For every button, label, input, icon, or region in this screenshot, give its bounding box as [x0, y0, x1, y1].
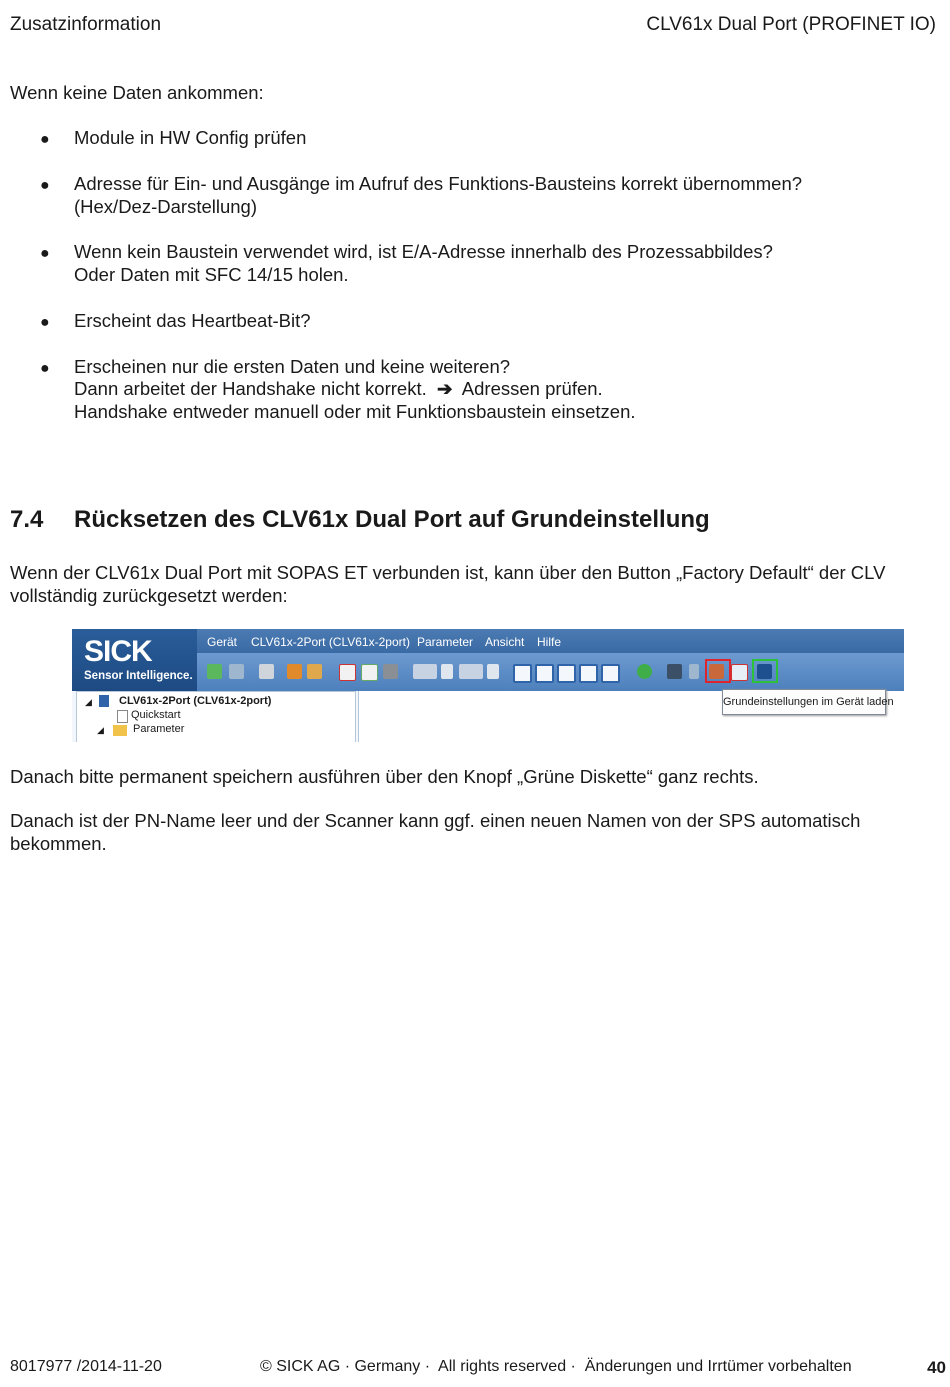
load-icon[interactable]: [731, 664, 748, 681]
forward-arrow-icon[interactable]: [229, 664, 244, 679]
redo-icon[interactable]: [459, 664, 483, 679]
bullet-dot: ●: [40, 360, 50, 377]
back-arrow-icon[interactable]: [207, 664, 222, 679]
tree-item-parameter[interactable]: Parameter: [133, 723, 185, 735]
toolbar: [197, 653, 904, 691]
bullet-4-line-1: Erscheint das Heartbeat-Bit?: [74, 310, 311, 331]
header-section-title: Zusatzinformation: [10, 14, 162, 35]
bullet-3-line-1: Wenn kein Baustein verwendet wird, ist E/A-Adresse innerhalb des Prozessabbildes?: [74, 241, 773, 262]
menu-item-parameter[interactable]: Parameter: [417, 635, 474, 649]
section-paragraph-1-line-1: Wenn der CLV61x Dual Port mit SOPAS ET verbunden ist, kann über den Button „Factory Default“ der CLV: [10, 562, 886, 583]
menu-bar: [197, 629, 904, 653]
sick-logo-subtitle: Sensor Intelligence.: [84, 670, 193, 682]
bullet-dot: ●: [40, 245, 50, 262]
print-icon[interactable]: [259, 664, 274, 679]
intro-text: Wenn keine Daten ankommen:: [10, 82, 264, 103]
section-paragraph-3-line-1: Danach ist der PN-Name leer und der Scanner kann ggf. einen neuen Namen von der SPS automatisch: [10, 810, 861, 831]
layout-2-icon[interactable]: [535, 664, 554, 683]
layout-5-icon[interactable]: [601, 664, 620, 683]
sopas-screenshot: [72, 629, 904, 742]
bullet-dot: ●: [40, 131, 50, 148]
tree-expand-icon[interactable]: ◢: [85, 697, 92, 707]
arrow-right-icon: ➔: [431, 378, 458, 399]
device-tree: [76, 691, 356, 742]
section-paragraph-3-line-2: bekommen.: [10, 833, 107, 854]
download-icon[interactable]: [307, 664, 322, 679]
bullet-5-arrow-text: Adressen prüfen.: [461, 378, 603, 399]
copy-icon[interactable]: [361, 664, 378, 681]
device-tree-icon: [99, 695, 109, 707]
bullet-3-line-2: Oder Daten mit SFC 14/15 holen.: [74, 264, 349, 285]
refresh-icon[interactable]: [689, 664, 699, 679]
factory-default-highlight: [705, 659, 731, 683]
device-icon[interactable]: [667, 664, 682, 679]
layout-1-icon[interactable]: [513, 664, 532, 683]
bullet-5-line-2: [74, 378, 603, 401]
bullet-2-line-1: Adresse für Ein- und Ausgänge im Aufruf des Funktions-Bausteins korrekt übernommen?: [74, 173, 803, 194]
folder-icon: [113, 725, 127, 736]
layout-3-icon[interactable]: [557, 664, 576, 683]
document-icon[interactable]: [339, 664, 356, 681]
bullet-5-line-3: Handshake entweder manuell oder mit Funktionsbaustein einsetzen.: [74, 401, 636, 422]
bullet-5-line-2-text: Dann arbeitet der Handshake nicht korrekt.: [74, 378, 427, 399]
menu-item-hilfe[interactable]: Hilfe: [537, 635, 562, 649]
settings-icon[interactable]: [383, 664, 398, 679]
bullet-dot: ●: [40, 177, 50, 194]
tree-expand-icon[interactable]: ◢: [97, 725, 104, 735]
section-number: 7.4: [10, 506, 44, 533]
tree-item-device[interactable]: CLV61x-2Port (CLV61x-2port): [119, 695, 272, 707]
tree-item-quickstart[interactable]: Quickstart: [131, 709, 181, 721]
undo-icon[interactable]: [413, 664, 437, 679]
bullet-dot: ●: [40, 314, 50, 331]
bullet-5-line-1: Erscheinen nur die ersten Daten und keine weiteren?: [74, 356, 511, 377]
page-number: 40: [927, 1358, 946, 1377]
redo-dropdown-icon[interactable]: [487, 664, 499, 679]
section-paragraph-1-line-2: vollständig zurückgesetzt werden:: [10, 585, 288, 606]
sick-logo: [72, 629, 197, 691]
undo-dropdown-icon[interactable]: [441, 664, 453, 679]
layout-4-icon[interactable]: [579, 664, 598, 683]
menu-item-geraet[interactable]: Gerät: [207, 635, 238, 649]
sick-logo-text: SICK: [84, 635, 152, 668]
section-paragraph-2: Danach bitte permanent speichern ausführen über den Knopf „Grüne Diskette“ ganz rechts.: [10, 766, 759, 787]
help-icon[interactable]: [637, 664, 652, 679]
page-icon: [117, 710, 128, 723]
menu-item-device[interactable]: CLV61x-2Port (CLV61x-2port): [251, 635, 410, 649]
tooltip: Grundeinstellungen im Gerät laden: [722, 689, 886, 715]
bullet-2-line-2: (Hex/Dez-Darstellung): [74, 196, 257, 217]
bullet-1-line-1: Module in HW Config prüfen: [74, 127, 307, 148]
footer-copyright: © SICK AG · Germany · All rights reserved · Änderungen und Irrtümer vorbehalten: [260, 1358, 852, 1375]
header-document-title: CLV61x Dual Port (PROFINET IO): [646, 14, 936, 35]
upload-icon[interactable]: [287, 664, 302, 679]
section-title: Rücksetzen des CLV61x Dual Port auf Grundeinstellung: [74, 506, 710, 533]
save-highlight: [752, 659, 778, 683]
menu-item-ansicht[interactable]: Ansicht: [485, 635, 525, 649]
footer-document-number: 8017977 /2014-11-20: [10, 1358, 162, 1375]
